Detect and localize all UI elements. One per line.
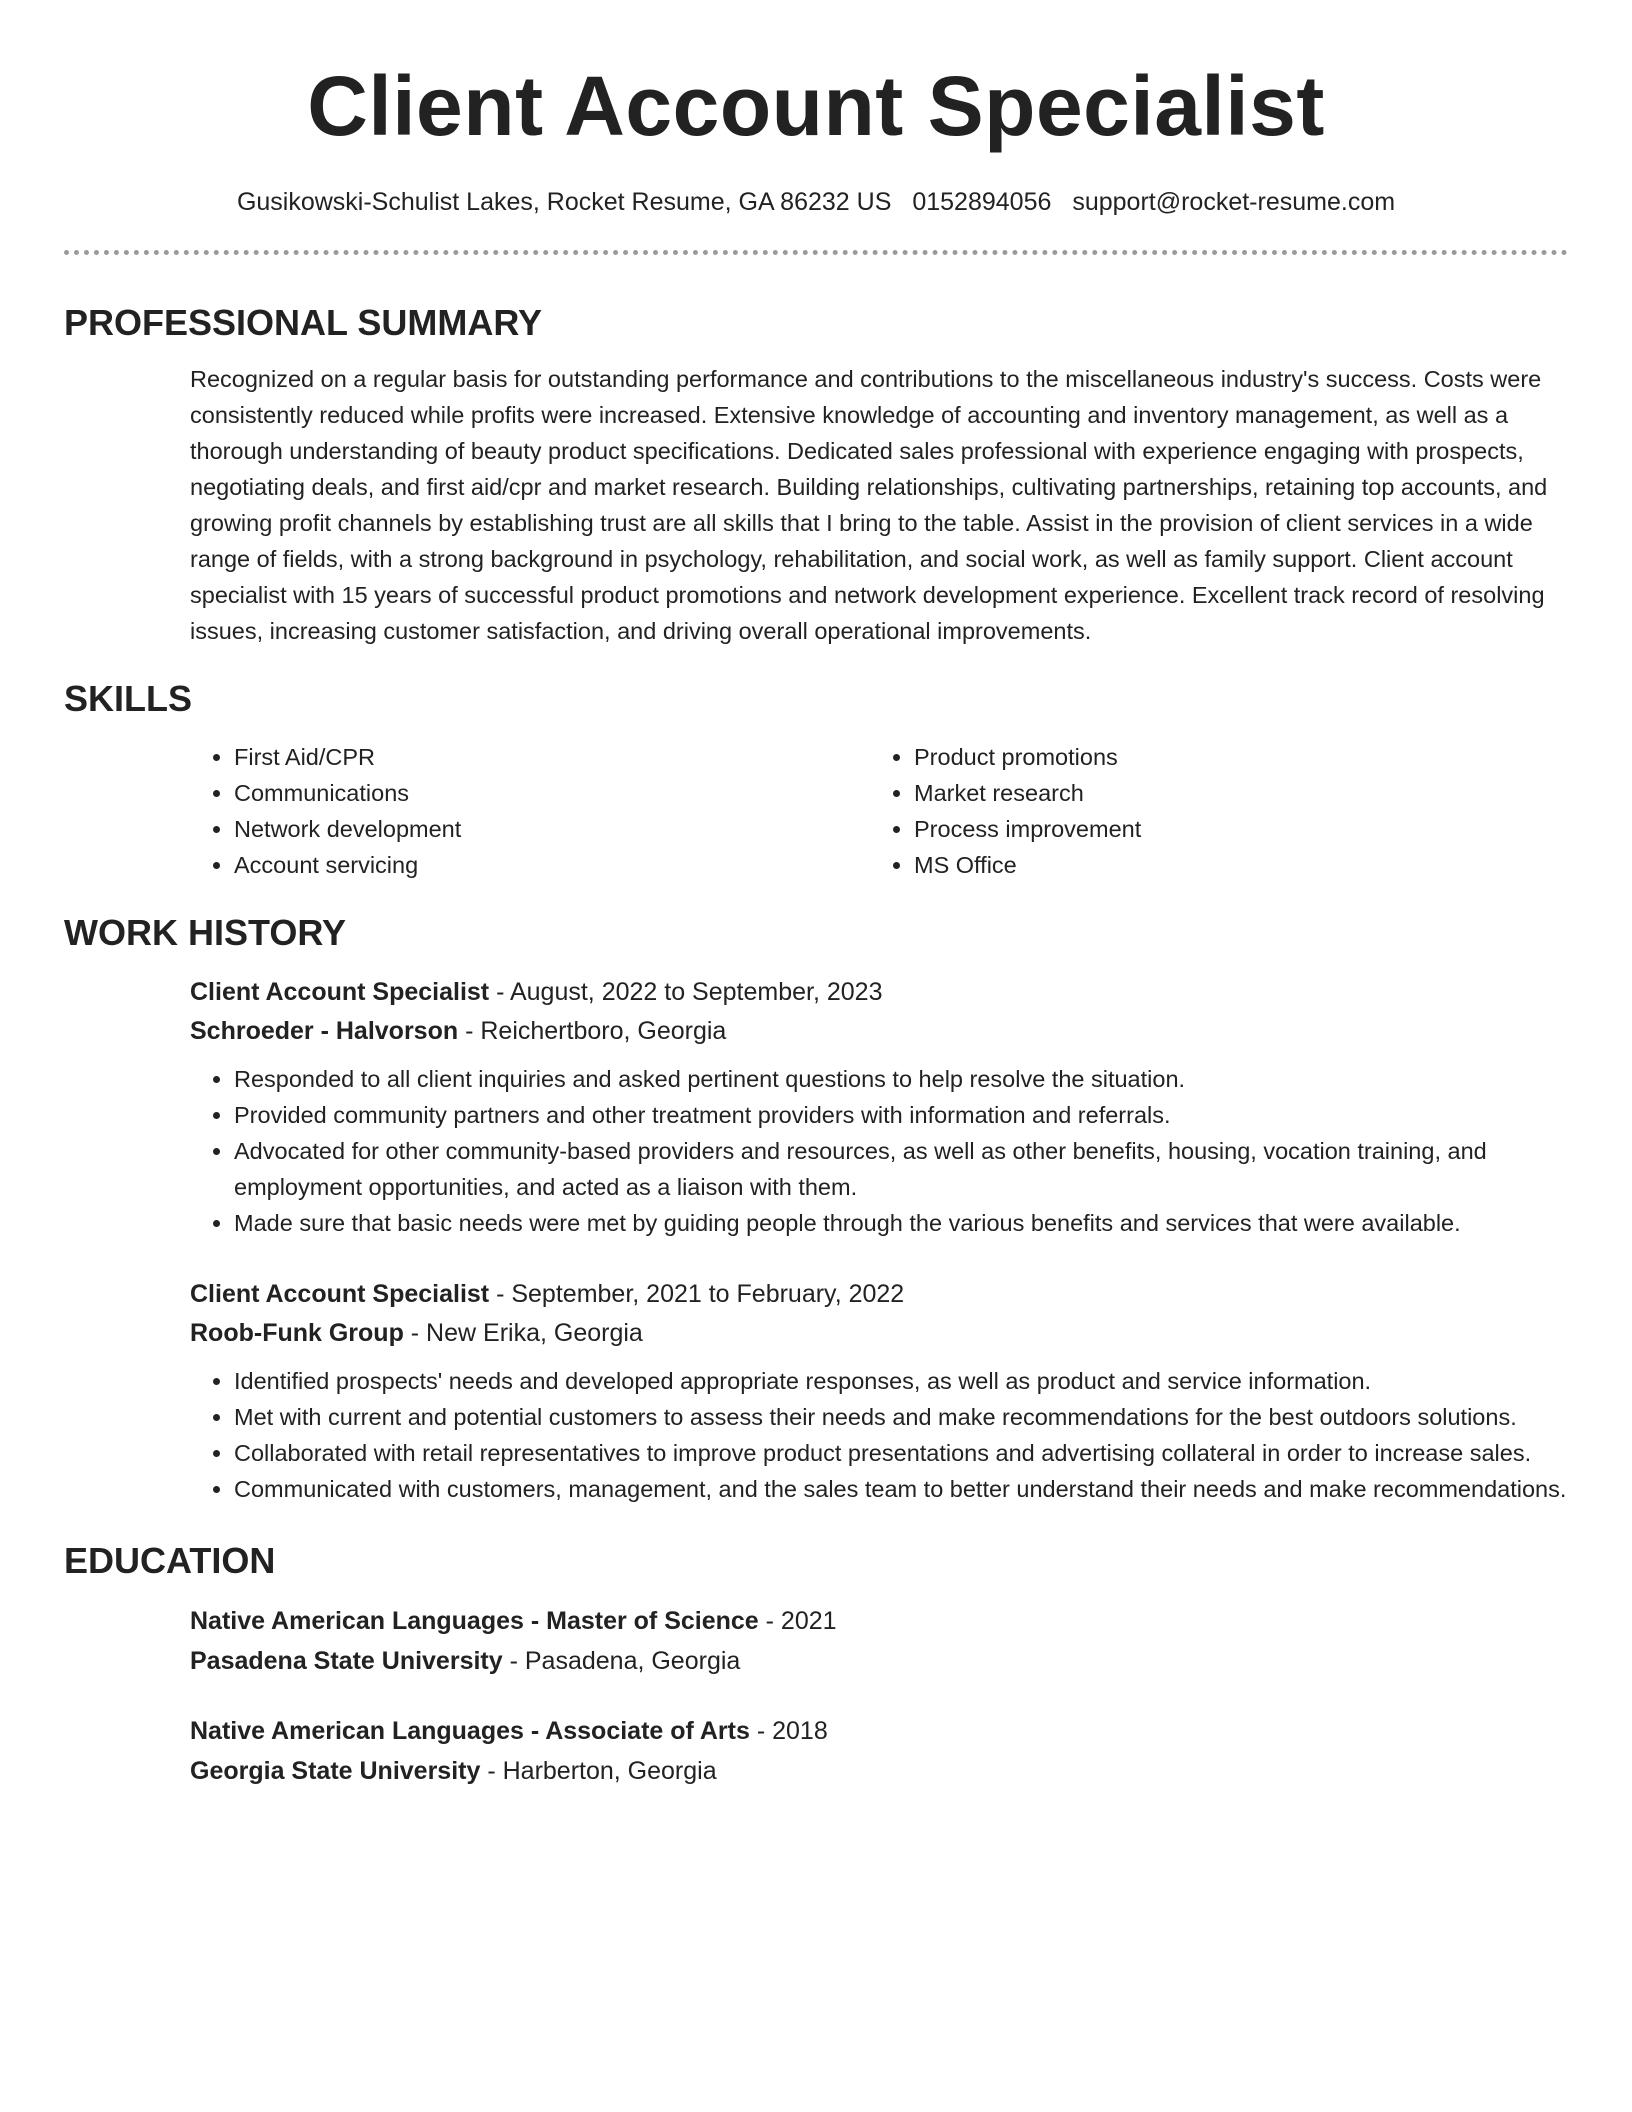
resume-page (64, 0, 1568, 1791)
skill-item: • Market research (914, 775, 1550, 811)
job-company: Roob-Funk Group (190, 1319, 404, 1347)
skill-item: • Product promotions (914, 739, 1550, 775)
job-bullet: • Collaborated with retail representatives to improve product presentations and advertising collateral in order to increase sales. (234, 1435, 1568, 1471)
skill-item: • First Aid/CPR (234, 739, 870, 775)
education-year: - 2018 (749, 1717, 828, 1745)
job-company: Schroeder - Halvorson (190, 1017, 459, 1045)
education-year: - 2021 (758, 1607, 837, 1635)
job-location: - Reichertboro, Georgia (458, 1017, 727, 1045)
education-school-line (190, 1751, 1568, 1791)
job-location: - New Erika, Georgia (403, 1319, 643, 1347)
job-bullet: • Provided community partners and other treatment providers with information and referrals. (234, 1097, 1568, 1133)
job-role: Client Account Specialist (190, 1280, 490, 1308)
education-entry (190, 1601, 1568, 1681)
skills-heading: SKILLS (64, 678, 193, 719)
contact-email: support@rocket-resume.com (1072, 188, 1396, 216)
job-company-line (190, 1012, 1568, 1051)
job-bullet: • Communicated with customers, management, and the sales team to better understand their needs and make recommendations. (234, 1471, 1568, 1507)
job-role-line (190, 1275, 1568, 1314)
education-location: - Pasadena, Georgia (502, 1647, 741, 1675)
education-degree-line (190, 1711, 1568, 1751)
summary-heading: PROFESSIONAL SUMMARY (64, 302, 543, 343)
contact-address: Gusikowski-Schulist Lakes, Rocket Resume, GA 86232 US (236, 188, 892, 216)
job-entry (190, 1275, 1568, 1507)
job-role: Client Account Specialist (190, 978, 490, 1006)
education-degree-line (190, 1601, 1568, 1641)
job-role-line (190, 973, 1568, 1012)
contact-line (64, 184, 1568, 220)
job-bullet: • Advocated for other community-based providers and resources, as well as other benefits, housing, vocation training, and employment opportunities, and acted as a liaison with them. (234, 1133, 1568, 1205)
education-school: Pasadena State University (190, 1647, 503, 1675)
work-history-heading: WORK HISTORY (64, 912, 347, 953)
job-entry (190, 973, 1568, 1241)
header-divider (64, 250, 1568, 255)
resume-name: Client Account Specialist (307, 59, 1325, 153)
job-bullet: • Responded to all client inquiries and asked pertinent questions to help resolve the situation. (234, 1061, 1568, 1097)
education-heading: EDUCATION (64, 1540, 276, 1581)
job-bullets (190, 1061, 1568, 1241)
skills-column-left (190, 739, 870, 883)
skill-item: • Communications (234, 775, 870, 811)
job-dates: - August, 2022 to September, 2023 (489, 978, 883, 1006)
job-bullet: • Made sure that basic needs were met by guiding people through the various benefits and services that were available. (234, 1205, 1568, 1241)
summary-text: Recognized on a regular basis for outstanding performance and contributions to the miscellaneous industry's success. Costs were consistently reduced while profits were increased. Extensive knowledge of accounting and inventory management, as well as a thorough understanding of beauty product specifications. Dedicated sales professional with experience engaging with prospects, negotiating deals, and first aid/cpr and market research. Building relationships, cultivating partnerships, retaining top accounts, and growing profit channels by establishing trust are all skills that I bring to the table. Assist in the provision of client services in a wide range of fields, with a strong background in psychology, rehabilitation, and social work, as well as family support. Client account specialist with 15 years of successful product promotions and network development experience. Excellent track record of resolving issues, increasing customer satisfaction, and driving overall operational improvements. (190, 366, 1548, 644)
education-location: - Harberton, Georgia (480, 1757, 717, 1785)
education-degree: Native American Languages - Associate of Arts (190, 1717, 750, 1745)
job-bullets (190, 1363, 1568, 1507)
education-entry (190, 1711, 1568, 1791)
job-company-line (190, 1314, 1568, 1353)
skills-list (190, 739, 1568, 883)
contact-phone: 0152894056 (912, 188, 1052, 216)
skill-item: • MS Office (914, 847, 1550, 883)
education-school: Georgia State University (190, 1757, 481, 1785)
skill-item: • Account servicing (234, 847, 870, 883)
skill-item: • Network development (234, 811, 870, 847)
education-school-line (190, 1641, 1568, 1681)
job-bullet: • Identified prospects' needs and developed appropriate responses, as well as product and service information. (234, 1363, 1568, 1399)
education-degree: Native American Languages - Master of Science (190, 1607, 759, 1635)
skill-item: • Process improvement (914, 811, 1550, 847)
job-dates: - September, 2021 to February, 2022 (489, 1280, 905, 1308)
job-bullet: • Met with current and potential customers to assess their needs and make recommendations for the best outdoors solutions. (234, 1399, 1568, 1435)
skills-column-right (870, 739, 1550, 883)
